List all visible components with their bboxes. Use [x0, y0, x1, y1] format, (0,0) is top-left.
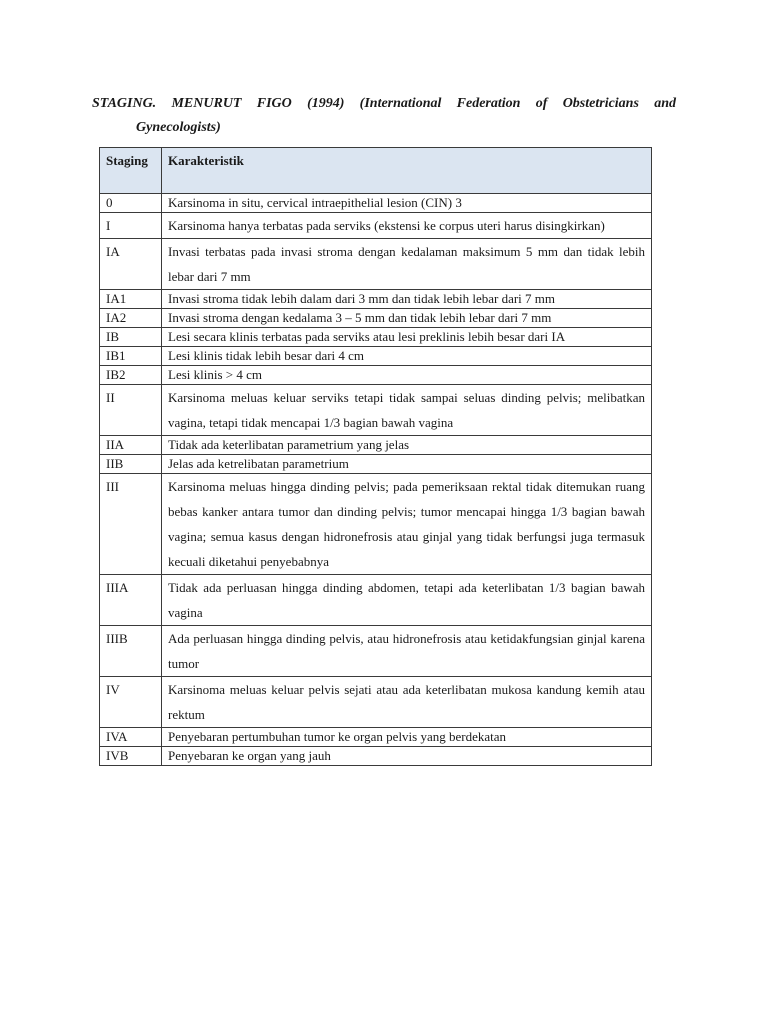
description-cell: Invasi terbatas pada invasi stroma dengan kedalaman maksimum 5 mm dan tidak lebih lebar dari 7 mm	[162, 239, 652, 290]
stage-cell: IA1	[100, 290, 162, 309]
table-row	[100, 575, 652, 626]
table-row	[100, 677, 652, 728]
stage-cell: IV	[100, 677, 162, 728]
table-row	[100, 385, 652, 436]
table-row	[100, 290, 652, 309]
description-cell: Invasi stroma dengan kedalama 3 – 5 mm dan tidak lebih lebar dari 7 mm	[162, 309, 652, 328]
stage-cell: II	[100, 385, 162, 436]
table-row	[100, 474, 652, 575]
stage-cell: III	[100, 474, 162, 575]
description-cell: Jelas ada ketrelibatan parametrium	[162, 455, 652, 474]
heading-line-2: Gynecologists)	[136, 120, 221, 135]
description-cell: Karsinoma meluas hingga dinding pelvis; pada pemeriksaan rektal tidak ditemukan ruang bebas kanker antara tumor dan dinding pelvis; tumor mencapai hingga 1/3 bagian bawah vagina; semua kasus dengan hidronefrosis atau ginjal yang tidak berfungsi juga termasuk kecuali diketahui penyebabnya	[162, 474, 652, 575]
description-cell: Lesi secara klinis terbatas pada serviks atau lesi preklinis lebih besar dari IA	[162, 328, 652, 347]
stage-cell: IIA	[100, 436, 162, 455]
stage-cell: IA	[100, 239, 162, 290]
table-row	[100, 213, 652, 239]
stage-cell: IB1	[100, 347, 162, 366]
table-row	[100, 436, 652, 455]
description-cell: Lesi klinis tidak lebih besar dari 4 cm	[162, 347, 652, 366]
stage-cell: 0	[100, 194, 162, 213]
table-row	[100, 328, 652, 347]
stage-cell: IIIA	[100, 575, 162, 626]
table-header-row	[100, 148, 652, 194]
stage-cell: IVB	[100, 747, 162, 766]
heading-line-1: STAGING. MENURUT FIGO (1994) (International Federation of Obstetricians and	[92, 96, 676, 111]
table-row	[100, 728, 652, 747]
document-heading	[92, 92, 676, 140]
table-row	[100, 194, 652, 213]
stage-cell: IA2	[100, 309, 162, 328]
stage-cell: IB	[100, 328, 162, 347]
description-cell: Tidak ada keterlibatan parametrium yang jelas	[162, 436, 652, 455]
table-row	[100, 347, 652, 366]
table-row	[100, 239, 652, 290]
description-cell: Karsinoma hanya terbatas pada serviks (ekstensi ke corpus uteri harus disingkirkan)	[162, 213, 652, 239]
header-karakteristik: Karakteristik	[162, 148, 652, 194]
description-cell: Penyebaran ke organ yang jauh	[162, 747, 652, 766]
description-cell: Karsinoma meluas keluar serviks tetapi tidak sampai seluas dinding pelvis; melibatkan vagina, tetapi tidak mencapai 1/3 bagian bawah vagina	[162, 385, 652, 436]
stage-cell: IB2	[100, 366, 162, 385]
description-cell: Tidak ada perluasan hingga dinding abdomen, tetapi ada keterlibatan 1/3 bagian bawah vagina	[162, 575, 652, 626]
stage-cell: I	[100, 213, 162, 239]
table-row	[100, 366, 652, 385]
stage-cell: IVA	[100, 728, 162, 747]
description-cell: Karsinoma in situ, cervical intraepithelial lesion (CIN) 3	[162, 194, 652, 213]
table-row	[100, 626, 652, 677]
description-cell: Karsinoma meluas keluar pelvis sejati atau ada keterlibatan mukosa kandung kemih atau rektum	[162, 677, 652, 728]
table-row	[100, 309, 652, 328]
staging-table	[99, 147, 652, 766]
table-row	[100, 747, 652, 766]
stage-cell: IIB	[100, 455, 162, 474]
header-staging: Staging	[100, 148, 162, 194]
description-cell: Lesi klinis > 4 cm	[162, 366, 652, 385]
table-row	[100, 455, 652, 474]
description-cell: Invasi stroma tidak lebih dalam dari 3 mm dan tidak lebih lebar dari 7 mm	[162, 290, 652, 309]
description-cell: Ada perluasan hingga dinding pelvis, atau hidronefrosis atau ketidakfungsian ginjal karena tumor	[162, 626, 652, 677]
description-cell: Penyebaran pertumbuhan tumor ke organ pelvis yang berdekatan	[162, 728, 652, 747]
stage-cell: IIIB	[100, 626, 162, 677]
